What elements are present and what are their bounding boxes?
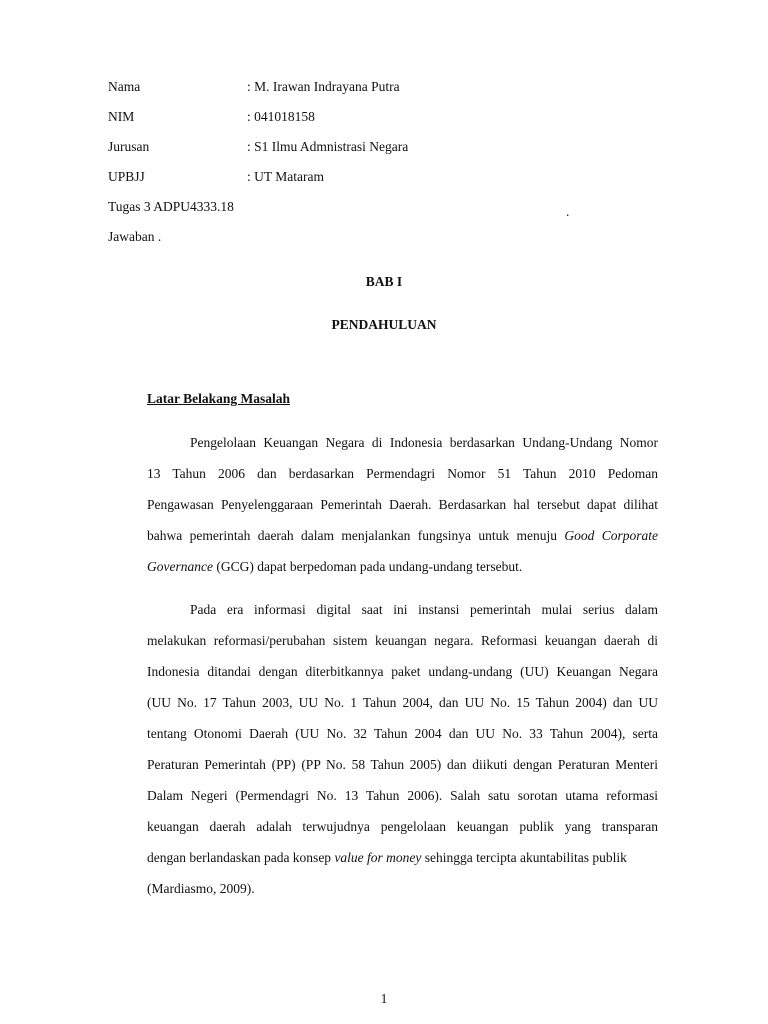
paragraph-2 <box>147 594 658 904</box>
paragraph-line: Pengawasan Penyelenggaraan Pemerintah Daerah. Berdasarkan hal tersebut dapat dilihat <box>147 497 658 512</box>
paragraph-line: keuangan daerah adalah terwujudnya pengelolaan keuangan publik yang transparan <box>147 819 658 834</box>
jurusan-label: Jurusan <box>108 139 150 154</box>
paragraph-line: Pengelolaan Keuangan Negara di Indonesia berdasarkan Undang-Undang Nomor <box>190 435 658 450</box>
paragraph-line: Pada era informasi digital saat ini instansi pemerintah mulai serius dalam <box>190 602 658 617</box>
chapter-title: PENDAHULUAN <box>331 317 437 332</box>
italic-term: value for money <box>334 850 422 865</box>
paragraph-line <box>147 520 658 551</box>
name-label: Nama <box>108 79 141 94</box>
jurusan-value: : S1 Ilmu Admnistrasi Negara <box>247 139 409 154</box>
paragraph-line: (UU No. 17 Tahun 2003, UU No. 1 Tahun 2004, dan UU No. 15 Tahun 2004) dan UU <box>147 695 658 710</box>
paragraph-line <box>147 842 658 873</box>
paragraph-text: (GCG) dapat berpedoman pada undang-undang tersebut. <box>212 559 523 574</box>
nim-label: NIM <box>108 109 135 124</box>
paragraph-text: bahwa pemerintah daerah dalam menjalankan fungsinya untuk menuju <box>147 528 565 543</box>
nim-value: : 041018158 <box>247 109 315 124</box>
stray-dot: . <box>566 204 570 219</box>
section-heading: Latar Belakang Masalah <box>147 391 291 406</box>
page-number: 1 <box>380 991 388 1006</box>
paragraph-text: dengan berlandaskan pada konsep <box>147 850 335 865</box>
paragraph-line: tentang Otonomi Daerah (UU No. 32 Tahun 2004 dan UU No. 33 Tahun 2004), serta <box>147 726 658 741</box>
name-value: : M. Irawan Indrayana Putra <box>247 79 400 94</box>
paragraph-line: melakukan reformasi/perubahan sistem keuangan negara. Reformasi keuangan daerah di <box>147 633 658 648</box>
task-code: Tugas 3 ADPU4333.18 <box>108 199 234 214</box>
paragraph-line: Indonesia ditandai dengan diterbitkannya paket undang-undang (UU) Keuangan Negara <box>147 664 658 679</box>
paragraph-line: Peraturan Pemerintah (PP) (PP No. 58 Tahun 2005) dan diikuti dengan Peraturan Menteri <box>147 757 658 772</box>
upbjj-label: UPBJJ <box>108 169 145 184</box>
upbjj-value: : UT Mataram <box>247 169 324 184</box>
paragraph-text: sehingga tercipta akuntabilitas publik <box>421 850 627 865</box>
answer-label: Jawaban . <box>108 229 162 244</box>
paragraph-1 <box>147 427 658 582</box>
paragraph-line: (Mardiasmo, 2009). <box>147 881 255 896</box>
paragraph-line: 13 Tahun 2006 dan berdasarkan Permendagri Nomor 51 Tahun 2010 Pedoman <box>147 466 658 481</box>
italic-term: Good Corporate <box>564 528 658 543</box>
paragraph-line <box>147 551 658 582</box>
paragraph-line: Dalam Negeri (Permendagri No. 13 Tahun 2006). Salah satu sorotan utama reformasi <box>147 788 658 803</box>
italic-term: Governance <box>147 559 213 574</box>
chapter-number: BAB I <box>365 274 403 289</box>
